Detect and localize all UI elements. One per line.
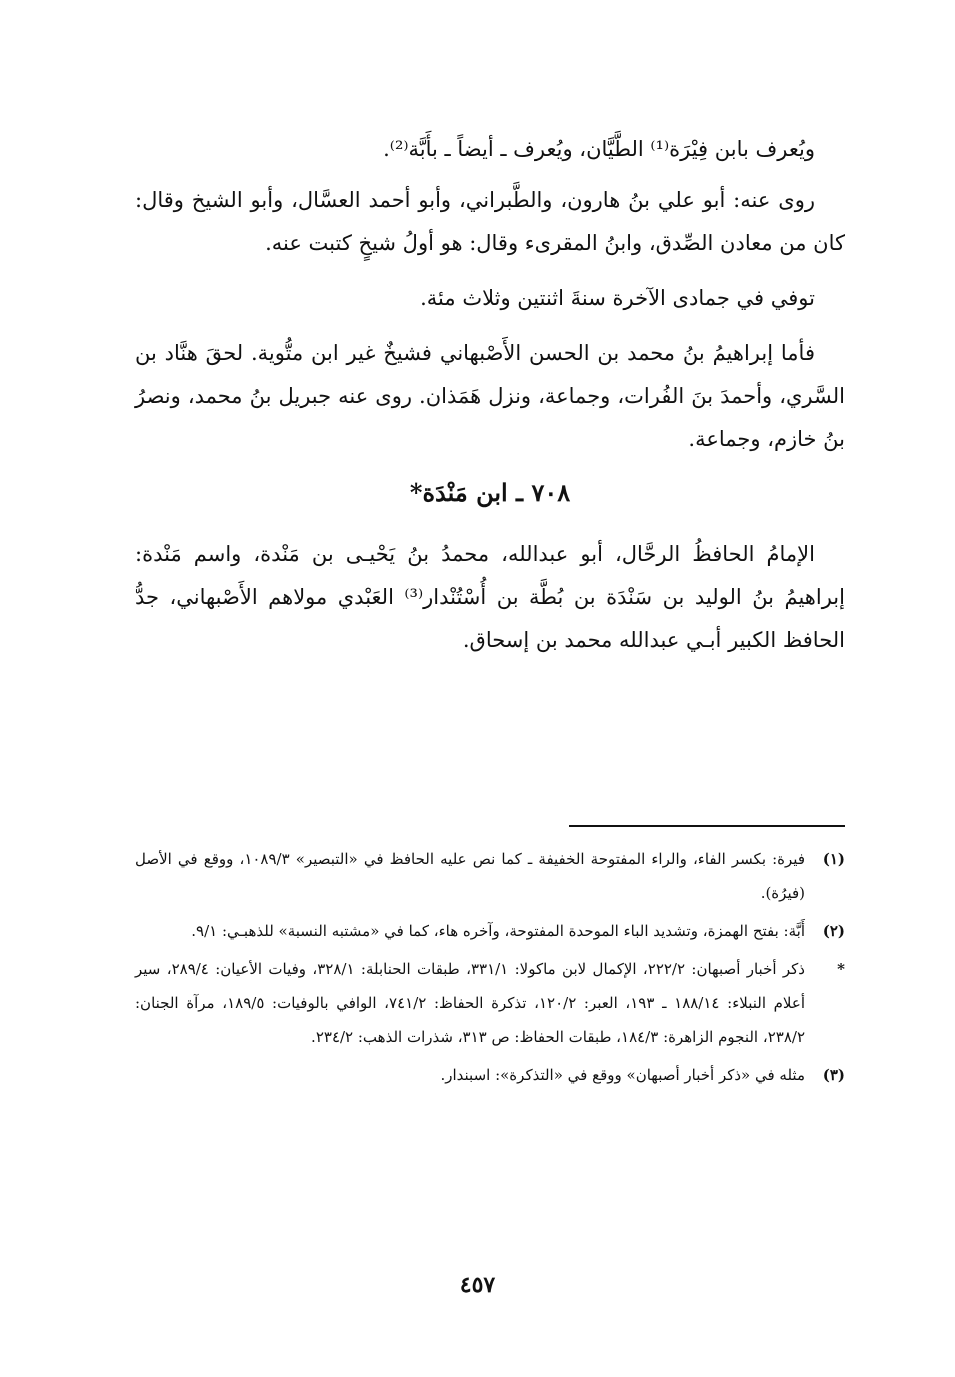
- paragraph-1: ويُعرف بابن فِيْرَة⁽¹⁾ الطَّيَّان، ويُعرف ـ أيضاً ـ بأَبَّة⁽²⁾.: [383, 137, 815, 161]
- paragraph-3: توفي في جمادى الآخرة سنةَ اثنتين وثلاث مئة.: [420, 286, 815, 310]
- footnote-text: أَبَّة: بفتح الهمزة، وتشديد الباء الموحدة المفتوحة، وآخره هاء، كما في «مشتبه النسبة» للذهبـي: ٩/١.: [191, 922, 805, 940]
- footnote-1: [135, 842, 845, 910]
- footnote-mark: (٢): [822, 922, 845, 940]
- footnote-sources: [135, 952, 845, 1054]
- footnote-text: فيرة: بكسر الفاء، والراء المفتوحة الخفيفة ـ كما نص عليه الحافظ في «التبصير» ١٠٨٩/٣، ووقع في الأصل (فيرُة).: [135, 850, 805, 902]
- footnote-text: ذكر أخبار أصبهان: ٢٢٢/٢، الإكمال لابن ماكولا: ٣٣١/١، طبقات الحنابلة: ٣٢٨/١، وفيات الأعيان: ٢٨٩/٤، سير أعلام النبلاء: ١٨٨/١٤ ـ ١٩٣، العبر: ١٢٠/٢، تذكرة الحفاظ: ٧٤١/٢، الوافي بالوفيات: ١٨٩/٥، مرآة الجنان: ٢٣٨/٢، النجوم الزاهرة: ١٨٤/٣، طبقات الحفاظ: ص ٣١٣، شذرات الذهب: ٢٣٤/٢.: [135, 960, 806, 1046]
- footnote-mark: *: [837, 960, 845, 978]
- footnote-text: مثله في «ذكر أخبار أصبهان» ووقع في «التذكرة»: اسبندار.: [440, 1066, 805, 1084]
- footnote-mark: (١): [822, 850, 845, 868]
- main-text: [135, 128, 845, 674]
- bio-paragraph: الإمامُ الحافظُ الرحَّال، أبو عبدالله، محمدُ بنُ يَحْيـى بن مَنْدة، واسم مَنْدة: إبراهيمُ بنُ الوليد بن سَنْدَة بن بُطَّة بن أُسْتُنْدار⁽³⁾ العَبْدي مولاهم الأَصْبهاني، جدُّ الحافظ الكبير أبـي عبدالله محمد بن إسحاق.: [135, 542, 845, 652]
- paragraph-4: فأما إبراهيمُ بنُ محمد بن الحسن الأَصْبهاني فشيخٌ غير ابن متُّوية. لحقَ هنَّاد بن السَّري، وأحمدَ بنَ الفُرات، وجماعة، ونزل هَمَذان. روى عنه جبريل بنُ محمد، ونصرُ بنُ خازم، وجماعة.: [135, 341, 845, 451]
- footnote-3: [135, 1058, 845, 1092]
- footnote-divider: [569, 825, 845, 827]
- paragraph-2: روى عنه: أبو علي بنُ هارون، والطَّبراني، وأبو أحمد العسَّال، وأبو الشيخ وقال: كان من معادن الصِّدق، وابنُ المقرىء وقال: هو أولُ شيخٍ كتبت عنه.: [135, 188, 845, 255]
- entry-heading: ٧٠٨ ـ ابن مَنْدَة*: [409, 478, 571, 507]
- footnotes: [135, 842, 845, 1096]
- footnote-2: [135, 914, 845, 948]
- page-number: ٤٥٧: [459, 1272, 496, 1298]
- footnote-mark: (٣): [822, 1066, 845, 1084]
